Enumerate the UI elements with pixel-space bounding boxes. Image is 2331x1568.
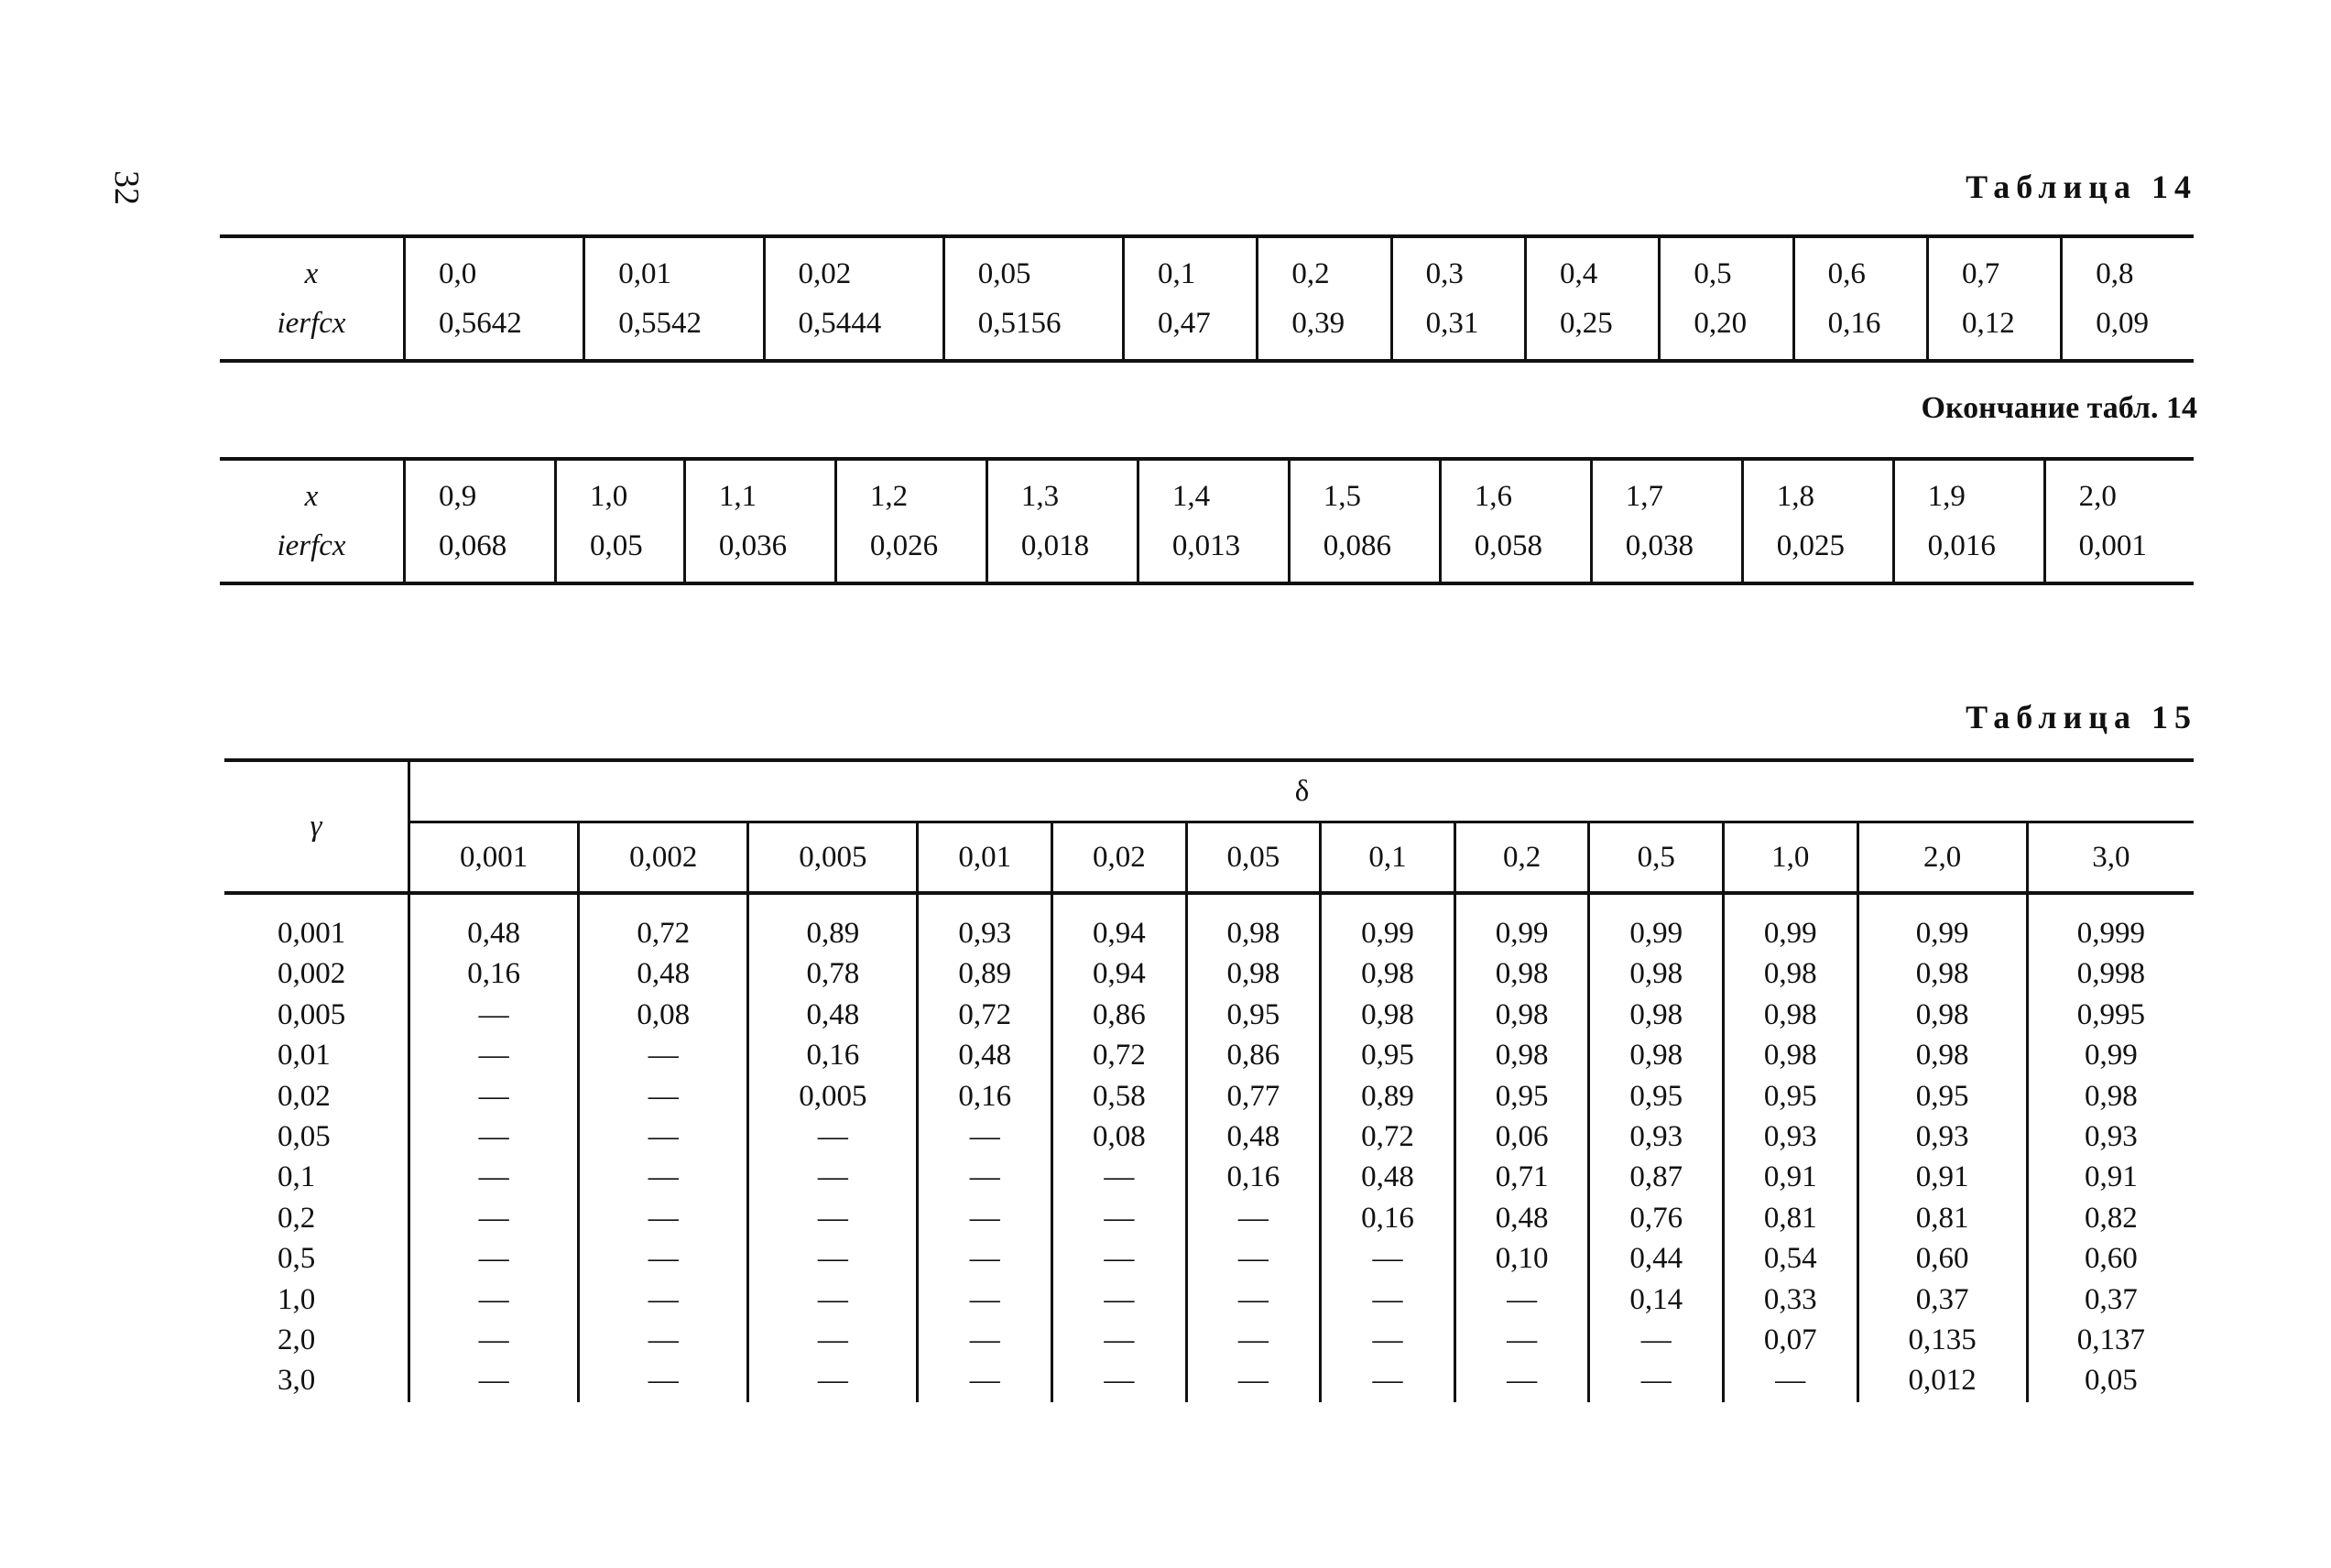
table14-col-4 bbox=[1124, 236, 1258, 361]
row-label-ierfcx: ierfcx bbox=[277, 307, 346, 340]
delta-col-header: 2,0 bbox=[1857, 822, 2027, 894]
ierfcx-value: 0,086 bbox=[1323, 529, 1392, 562]
table14-cont-caption: Окончание табл. 14 bbox=[1921, 391, 2197, 425]
table-cell: 0,91 bbox=[1763, 1160, 1817, 1194]
table-cell: — bbox=[969, 1201, 1000, 1235]
table14-col-1 bbox=[584, 236, 764, 361]
table-cell: 0,99 bbox=[2084, 1039, 2138, 1073]
table-cell: 0,89 bbox=[1361, 1079, 1414, 1113]
table14-cont-col-5 bbox=[1138, 459, 1289, 583]
ierfcx-value: 0,5542 bbox=[618, 307, 702, 340]
x-value: 0,7 bbox=[1961, 257, 2000, 290]
table-cell: 0,72 bbox=[1092, 1039, 1146, 1073]
ierfcx-value: 0,018 bbox=[1020, 529, 1090, 562]
x-value: 0,1 bbox=[1158, 257, 1196, 290]
table-cell: 0,60 bbox=[1915, 1242, 1969, 1276]
table-cell: 0,16 bbox=[467, 957, 520, 991]
table-cell: 0,72 bbox=[1361, 1120, 1414, 1154]
table14-col-10 bbox=[1927, 236, 2061, 361]
table-cell: — bbox=[1507, 1323, 1538, 1357]
x-value: 1,5 bbox=[1323, 480, 1362, 513]
table-cell: 0,99 bbox=[1763, 917, 1817, 950]
table-cell: 0,98 bbox=[1629, 1039, 1683, 1073]
table-cell: — bbox=[478, 1120, 509, 1154]
table-cell: 0,98 bbox=[1361, 957, 1414, 991]
table-cell: 0,95 bbox=[1226, 997, 1280, 1031]
table-cell: — bbox=[969, 1160, 1000, 1194]
table-cell: 0,89 bbox=[958, 957, 1012, 991]
ierfcx-value: 0,038 bbox=[1625, 529, 1694, 562]
ierfcx-value: 0,12 bbox=[1961, 307, 2015, 340]
table-cell: 0,99 bbox=[1495, 917, 1549, 950]
value-column bbox=[579, 893, 748, 1402]
table-cell: 0,99 bbox=[1629, 917, 1683, 950]
table-cell: — bbox=[969, 1364, 1000, 1398]
table-cell: 0,33 bbox=[1763, 1282, 1817, 1316]
table-cell: — bbox=[817, 1242, 848, 1276]
value-column bbox=[748, 893, 918, 1402]
ierfcx-value: 0,058 bbox=[1474, 529, 1542, 562]
table-cell: 0,94 bbox=[1092, 957, 1146, 991]
x-value: 0,9 bbox=[439, 480, 477, 513]
table-cell: 0,98 bbox=[1629, 997, 1683, 1031]
delta-col-header: 1,0 bbox=[1723, 822, 1857, 894]
ierfcx-value: 0,47 bbox=[1158, 307, 1211, 340]
gamma-column bbox=[224, 893, 409, 1402]
x-value: 1,9 bbox=[1927, 480, 1966, 513]
x-value: 0,5 bbox=[1694, 257, 1732, 290]
gamma-value: 0,05 bbox=[278, 1120, 331, 1154]
table14-col-5 bbox=[1258, 236, 1391, 361]
table-cell: 0,98 bbox=[1915, 957, 1969, 991]
table-cell: 0,48 bbox=[467, 917, 520, 950]
table-cell: — bbox=[648, 1323, 679, 1357]
value-column bbox=[1321, 893, 1455, 1402]
table-cell: 0,95 bbox=[1629, 1079, 1683, 1113]
ierfcx-value: 0,5444 bbox=[798, 307, 882, 340]
table14-cont-col-7 bbox=[1440, 459, 1591, 583]
ierfcx-value: 0,025 bbox=[1776, 529, 1845, 562]
table-cell: — bbox=[1372, 1242, 1403, 1276]
table-cell: — bbox=[817, 1160, 848, 1194]
table14 bbox=[220, 234, 2194, 363]
delta-col-header: 0,005 bbox=[748, 822, 918, 894]
x-value: 0,02 bbox=[798, 257, 852, 290]
gamma-value: 0,002 bbox=[278, 957, 346, 991]
table-cell: 0,95 bbox=[1495, 1079, 1549, 1113]
gamma-header: γ bbox=[224, 760, 409, 893]
table-cell: — bbox=[1640, 1323, 1672, 1357]
table-cell: — bbox=[1372, 1282, 1403, 1316]
table14-cont-col-1 bbox=[555, 459, 684, 583]
gamma-value: 0,001 bbox=[278, 917, 346, 950]
table-cell: — bbox=[969, 1242, 1000, 1276]
table-cell: 0,135 bbox=[1908, 1323, 1977, 1357]
table-cell: 0,91 bbox=[2084, 1160, 2138, 1194]
value-column bbox=[918, 893, 1052, 1402]
table14-col-7 bbox=[1525, 236, 1659, 361]
delta-col-header: 0,001 bbox=[459, 840, 528, 874]
table-cell: 0,95 bbox=[1361, 1039, 1414, 1073]
table-cell: 0,93 bbox=[1763, 1120, 1817, 1154]
table-cell: 0,77 bbox=[1226, 1079, 1280, 1113]
table-cell: 0,98 bbox=[1763, 957, 1817, 991]
table-cell: 0,48 bbox=[1361, 1160, 1414, 1194]
table-cell: — bbox=[1237, 1364, 1269, 1398]
table-cell: — bbox=[817, 1282, 848, 1316]
table15-caption: Таблица 15 bbox=[1966, 699, 2197, 735]
table14-col-0 bbox=[405, 236, 584, 361]
table14-col-2 bbox=[764, 236, 943, 361]
table-cell: — bbox=[969, 1120, 1000, 1154]
table-cell: — bbox=[478, 1039, 509, 1073]
table-cell: 0,98 bbox=[1361, 997, 1414, 1031]
x-value: 1,6 bbox=[1474, 480, 1512, 513]
x-value: 0,2 bbox=[1291, 257, 1330, 290]
table-cell: 0,14 bbox=[1629, 1282, 1683, 1316]
table-cell: 0,81 bbox=[1915, 1201, 1969, 1235]
delta-col-header: 0,05 bbox=[1186, 822, 1321, 894]
table-cell: 0,91 bbox=[1915, 1160, 1969, 1194]
table-cell: — bbox=[478, 1323, 509, 1357]
table15 bbox=[224, 758, 2194, 1402]
table14-col-9 bbox=[1793, 236, 1927, 361]
x-value: 1,4 bbox=[1171, 480, 1211, 513]
ierfcx-value: 0,068 bbox=[439, 529, 507, 562]
x-value: 1,1 bbox=[718, 480, 757, 513]
table-cell: — bbox=[648, 1282, 679, 1316]
table14-cont-col-6 bbox=[1289, 459, 1440, 583]
table-cell: 0,05 bbox=[2084, 1364, 2138, 1398]
table-cell: 0,93 bbox=[2084, 1120, 2138, 1154]
table-cell: 0,48 bbox=[637, 957, 691, 991]
table-cell: — bbox=[817, 1364, 848, 1398]
table-cell: 0,71 bbox=[1495, 1160, 1549, 1194]
delta-col-header: 0,02 bbox=[1052, 822, 1187, 894]
value-column bbox=[1186, 893, 1321, 1402]
table-cell: 0,93 bbox=[1629, 1120, 1683, 1154]
table-cell: — bbox=[478, 1160, 509, 1194]
ierfcx-value: 0,5642 bbox=[439, 307, 522, 340]
table-cell: 0,98 bbox=[1495, 1039, 1549, 1073]
table-cell: — bbox=[1104, 1160, 1135, 1194]
table-cell: 0,98 bbox=[1226, 957, 1280, 991]
delta-col-header: 0,002 bbox=[579, 822, 748, 894]
gamma-value: 1,0 bbox=[278, 1282, 316, 1316]
table-cell: 0,93 bbox=[1915, 1120, 1969, 1154]
table14-caption: Таблица 14 bbox=[1966, 169, 2197, 205]
table-cell: — bbox=[648, 1364, 679, 1398]
table-cell: 0,54 bbox=[1763, 1242, 1817, 1276]
value-column bbox=[1454, 893, 1589, 1402]
table-cell: 0,48 bbox=[806, 997, 860, 1031]
ierfcx-value: 0,05 bbox=[589, 529, 643, 562]
row-label-x: x bbox=[304, 257, 319, 290]
table-cell: 0,98 bbox=[1495, 957, 1549, 991]
x-value: 0,8 bbox=[2096, 257, 2134, 290]
table14-cont-col-2 bbox=[684, 459, 835, 583]
row-label-ierfcx: ierfcx bbox=[277, 529, 346, 562]
table-cell: 0,06 bbox=[1495, 1120, 1549, 1154]
table-cell: 0,98 bbox=[1629, 957, 1683, 991]
table-cell: — bbox=[1104, 1364, 1135, 1398]
table-cell: — bbox=[648, 1120, 679, 1154]
table-cell: — bbox=[1775, 1364, 1806, 1398]
table-cell: 0,94 bbox=[1092, 917, 1146, 950]
table-cell: 0,98 bbox=[1763, 1039, 1817, 1073]
table-cell: 0,998 bbox=[2076, 957, 2145, 991]
table-cell: 0,72 bbox=[958, 997, 1012, 1031]
table14-col-11 bbox=[2062, 236, 2194, 361]
table14-cont-row-labels bbox=[220, 459, 405, 583]
table-cell: 0,37 bbox=[2084, 1282, 2138, 1316]
delta-col-header: 0,1 bbox=[1321, 822, 1455, 894]
table14-cont-col-0 bbox=[405, 459, 556, 583]
gamma-value: 0,005 bbox=[278, 997, 346, 1031]
gamma-value: 0,02 bbox=[278, 1079, 331, 1113]
table14-cont-col-11 bbox=[2044, 459, 2194, 583]
table14-col-8 bbox=[1660, 236, 1793, 361]
table-cell: — bbox=[1237, 1323, 1269, 1357]
table-cell: 0,48 bbox=[1226, 1120, 1280, 1154]
ierfcx-value: 0,036 bbox=[718, 529, 788, 562]
x-value: 1,2 bbox=[869, 480, 909, 513]
table-cell: — bbox=[648, 1079, 679, 1113]
table-cell: — bbox=[478, 1201, 509, 1235]
table-cell: — bbox=[648, 1039, 679, 1073]
ierfcx-value: 0,001 bbox=[2078, 529, 2147, 562]
table-cell: 0,48 bbox=[1495, 1201, 1549, 1235]
ierfcx-value: 0,09 bbox=[2096, 307, 2150, 340]
table14-cont-col-10 bbox=[1893, 459, 2044, 583]
gamma-value: 2,0 bbox=[278, 1323, 316, 1357]
table-cell: — bbox=[969, 1282, 1000, 1316]
table-cell: — bbox=[478, 1364, 509, 1398]
table14-cont-col-3 bbox=[835, 459, 986, 583]
value-column bbox=[1052, 893, 1187, 1402]
table-cell: 0,995 bbox=[2076, 997, 2145, 1031]
table-cell: 0,98 bbox=[1495, 997, 1549, 1031]
table-cell: 0,86 bbox=[1226, 1039, 1280, 1073]
table-cell: 0,98 bbox=[1763, 997, 1817, 1031]
ierfcx-value: 0,16 bbox=[1827, 307, 1881, 340]
table-cell: — bbox=[648, 1201, 679, 1235]
table-cell: — bbox=[817, 1201, 848, 1235]
delta-header: δ bbox=[409, 760, 2195, 822]
value-column bbox=[409, 893, 579, 1402]
ierfcx-value: 0,013 bbox=[1171, 529, 1241, 562]
table-cell: 0,76 bbox=[1629, 1201, 1683, 1235]
table-cell: — bbox=[1237, 1201, 1269, 1235]
x-value: 1,8 bbox=[1776, 480, 1814, 513]
value-column bbox=[1589, 893, 1724, 1402]
table-cell: 0,95 bbox=[1763, 1079, 1817, 1113]
table14-cont-col-9 bbox=[1742, 459, 1893, 583]
x-value: 0,3 bbox=[1425, 257, 1464, 290]
table-cell: 0,005 bbox=[799, 1079, 867, 1113]
table-cell: 0,81 bbox=[1763, 1201, 1817, 1235]
table-cell: 0,82 bbox=[2084, 1201, 2138, 1235]
table-cell: 0,78 bbox=[806, 957, 860, 991]
gamma-value: 0,01 bbox=[278, 1039, 331, 1073]
x-value: 0,4 bbox=[1559, 257, 1598, 290]
table-cell: 0,137 bbox=[2076, 1323, 2145, 1357]
gamma-value: 0,5 bbox=[278, 1242, 316, 1276]
table-cell: — bbox=[478, 1079, 509, 1113]
table-cell: 0,99 bbox=[1915, 917, 1969, 950]
table-cell: 0,16 bbox=[1226, 1160, 1280, 1194]
x-value: 1,3 bbox=[1020, 480, 1060, 513]
value-column bbox=[1723, 893, 1857, 1402]
table-cell: — bbox=[648, 1242, 679, 1276]
table-cell: — bbox=[1104, 1201, 1135, 1235]
table14-cont-col-8 bbox=[1591, 459, 1742, 583]
page-number: 32 bbox=[107, 170, 146, 205]
table-cell: — bbox=[1372, 1323, 1403, 1357]
table-cell: — bbox=[969, 1323, 1000, 1357]
ierfcx-value: 0,026 bbox=[869, 529, 939, 562]
table-cell: 0,48 bbox=[958, 1039, 1012, 1073]
value-column bbox=[1857, 893, 2027, 1402]
table-cell: — bbox=[1640, 1364, 1672, 1398]
gamma-value: 3,0 bbox=[278, 1364, 316, 1398]
ierfcx-value: 0,20 bbox=[1694, 307, 1748, 340]
table-cell: — bbox=[1237, 1282, 1269, 1316]
x-value: 0,05 bbox=[977, 257, 1031, 290]
ierfcx-value: 0,016 bbox=[1927, 529, 1996, 562]
table-cell: — bbox=[1104, 1282, 1135, 1316]
table14-col-3 bbox=[943, 236, 1123, 361]
table-cell: — bbox=[478, 1282, 509, 1316]
table-cell: — bbox=[817, 1120, 848, 1154]
table-cell: 0,10 bbox=[1495, 1242, 1549, 1276]
table-cell: 0,95 bbox=[1915, 1079, 1969, 1113]
table-cell: — bbox=[1372, 1364, 1403, 1398]
table14-row-labels bbox=[220, 236, 405, 361]
table-cell: — bbox=[1507, 1364, 1538, 1398]
table-cell: 0,16 bbox=[1361, 1201, 1414, 1235]
table-cell: 0,60 bbox=[2084, 1242, 2138, 1276]
table-cell: 0,89 bbox=[806, 917, 860, 950]
table-cell: — bbox=[648, 1160, 679, 1194]
table-cell: — bbox=[1104, 1323, 1135, 1357]
table-cell: 0,37 bbox=[1915, 1282, 1969, 1316]
ierfcx-value: 0,5156 bbox=[977, 307, 1062, 340]
table-cell: 0,08 bbox=[1092, 1120, 1146, 1154]
table-cell: 0,07 bbox=[1763, 1323, 1817, 1357]
ierfcx-value: 0,25 bbox=[1559, 307, 1613, 340]
table-cell: — bbox=[1507, 1282, 1538, 1316]
gamma-value: 0,2 bbox=[278, 1201, 316, 1235]
table-cell: 0,98 bbox=[2084, 1079, 2138, 1113]
table14-cont-col-4 bbox=[986, 459, 1138, 583]
table-cell: — bbox=[1237, 1242, 1269, 1276]
table-cell: 0,98 bbox=[1915, 997, 1969, 1031]
table-cell: — bbox=[478, 1242, 509, 1276]
table-cell: 0,58 bbox=[1092, 1079, 1146, 1113]
table-cell: 0,72 bbox=[637, 917, 691, 950]
value-column bbox=[2027, 893, 2194, 1402]
x-value: 0,0 bbox=[439, 257, 477, 290]
table-cell: 0,99 bbox=[1361, 917, 1414, 950]
table-cell: 0,16 bbox=[958, 1079, 1012, 1113]
table-cell: 0,86 bbox=[1092, 997, 1146, 1031]
x-value: 1,7 bbox=[1625, 480, 1663, 513]
table-cell: 0,98 bbox=[1915, 1039, 1969, 1073]
ierfcx-value: 0,31 bbox=[1425, 307, 1479, 340]
table-cell: 0,16 bbox=[806, 1039, 860, 1073]
x-value: 2,0 bbox=[2078, 480, 2117, 513]
table14-col-6 bbox=[1391, 236, 1525, 361]
table-cell: — bbox=[478, 997, 509, 1031]
gamma-value: 0,1 bbox=[278, 1160, 316, 1194]
table-cell: — bbox=[817, 1323, 848, 1357]
ierfcx-value: 0,39 bbox=[1291, 307, 1345, 340]
x-value: 0,6 bbox=[1827, 257, 1866, 290]
table-cell: 0,98 bbox=[1226, 917, 1280, 950]
table-cell: 0,44 bbox=[1629, 1242, 1683, 1276]
table-cell: 0,999 bbox=[2076, 917, 2145, 950]
x-value: 0,01 bbox=[618, 257, 671, 290]
x-value: 1,0 bbox=[589, 480, 628, 513]
table-cell: 0,012 bbox=[1908, 1364, 1977, 1398]
table-cell: — bbox=[1104, 1242, 1135, 1276]
table14-continuation bbox=[220, 457, 2194, 585]
row-label-x: x bbox=[304, 480, 319, 513]
delta-col-header: 3,0 bbox=[2027, 822, 2194, 894]
table-cell: 0,87 bbox=[1629, 1160, 1683, 1194]
delta-col-header: 0,01 bbox=[918, 822, 1052, 894]
delta-col-header: 0,5 bbox=[1589, 822, 1724, 894]
delta-col-header: 0,2 bbox=[1454, 822, 1589, 894]
table-cell: 0,08 bbox=[637, 997, 691, 1031]
table-cell: 0,93 bbox=[958, 917, 1012, 950]
